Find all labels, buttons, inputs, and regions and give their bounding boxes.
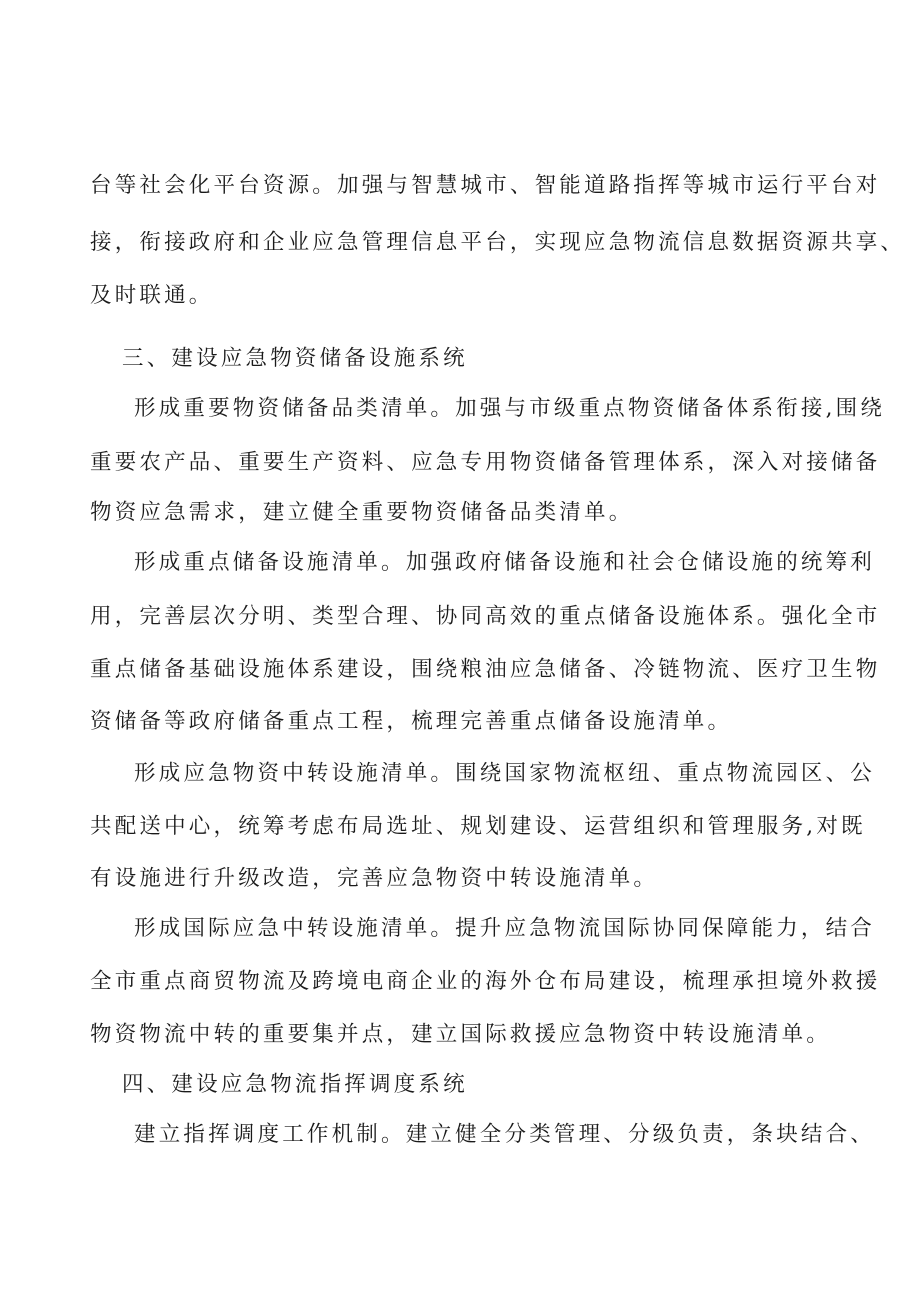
paragraph-line: 共配送中心，统筹考虑布局选址、规划建设、运营组织和管理服务,对既: [90, 814, 866, 839]
paragraph-line: 重要农产品、重要生产资料、应急专用物资储备管理体系，深入对接储备: [90, 450, 881, 475]
section-heading-4: 四、建设应急物流指挥调度系统: [122, 1072, 468, 1097]
paragraph-line: 及时联通。: [90, 283, 214, 308]
paragraph-line: 重点储备基础设施体系建设，围绕粮油应急储备、冷链物流、医疗卫生物: [90, 657, 881, 682]
section-heading-3: 三、建设应急物资储备设施系统: [122, 346, 468, 371]
paragraph-line: 建立指挥调度工作机制。建立健全分类管理、分级负责，条块结合、: [134, 1122, 876, 1147]
paragraph-line: 全市重点商贸物流及跨境电商企业的海外仓布局建设，梳理承担境外救援: [90, 969, 881, 994]
paragraph-line: 形成重点储备设施清单。加强政府储备设施和社会仓储设施的统筹利: [134, 550, 876, 575]
paragraph-line: 台等社会化平台资源。加强与智慧城市、智能道路指挥等城市运行平台对: [90, 173, 881, 198]
paragraph-line: 形成应急物资中转设施清单。围绕国家物流枢纽、重点物流园区、公: [134, 761, 876, 786]
paragraph-line: 形成国际应急中转设施清单。提升应急物流国际协同保障能力，结合: [134, 916, 876, 941]
paragraph-line: 物资应急需求，建立健全重要物资储备品类清单。: [90, 500, 634, 525]
paragraph-line: 资储备等政府储备重点工程，梳理完善重点储备设施清单。: [90, 709, 733, 734]
paragraph-line: 物资物流中转的重要集并点，建立国际救援应急物资中转设施清单。: [90, 1022, 832, 1047]
paragraph-line: 形成重要物资储备品类清单。加强与市级重点物资储备体系衔接,围绕: [134, 396, 886, 421]
paragraph-line: 接，衔接政府和企业应急管理信息平台，实现应急物流信息数据资源共享、: [90, 230, 906, 255]
paragraph-line: 用，完善层次分明、类型合理、协同高效的重点储备设施体系。强化全市: [90, 604, 881, 629]
paragraph-line: 有设施进行升级改造，完善应急物资中转设施清单。: [90, 866, 659, 891]
